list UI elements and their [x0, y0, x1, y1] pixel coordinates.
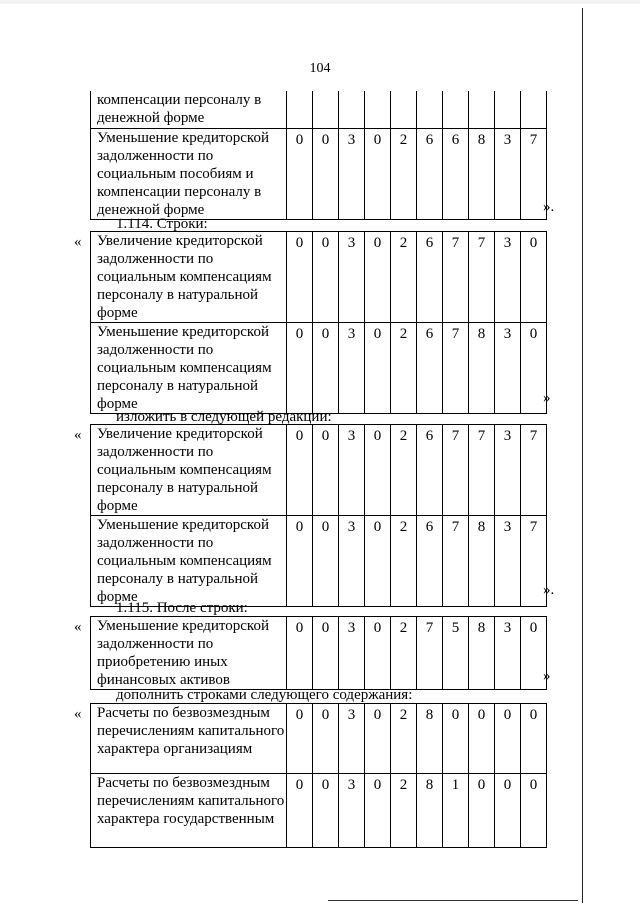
- table-row: [91, 774, 547, 848]
- code-cell: 5: [443, 617, 469, 690]
- table-new-rows: [90, 424, 547, 607]
- closing-quote-dot: ».: [543, 582, 555, 598]
- code-cell: 0: [495, 774, 521, 848]
- page-number: 104: [309, 61, 331, 76]
- code-cell: 0: [365, 617, 391, 690]
- code-cell: [391, 91, 417, 128]
- code-cell: [521, 91, 547, 128]
- scan-bottom-edge: [328, 900, 578, 901]
- code-cell: 3: [339, 323, 365, 414]
- code-cell: 7: [469, 425, 495, 516]
- code-cell: 7: [469, 232, 495, 323]
- code-cell: 0: [287, 617, 313, 690]
- code-cell: 6: [417, 128, 443, 219]
- row-label: компенсации персоналу в денежной форме: [91, 91, 287, 128]
- code-cell: 8: [469, 323, 495, 414]
- code-cell: 3: [495, 232, 521, 323]
- code-cell: 0: [313, 425, 339, 516]
- code-cell: 0: [521, 774, 547, 848]
- scan-top-edge: [0, 0, 640, 4]
- code-cell: 3: [339, 704, 365, 774]
- code-cell: 7: [443, 232, 469, 323]
- code-cell: [365, 91, 391, 128]
- code-cell: 6: [417, 425, 443, 516]
- code-cell: [287, 91, 313, 128]
- row-label: Уменьшение кредиторской задолженности по социальным компенсациям персоналу в натуральной форме: [91, 516, 287, 607]
- table-added-rows: [90, 703, 547, 848]
- code-cell: 2: [391, 617, 417, 690]
- code-cell: 0: [313, 516, 339, 607]
- row-label: Увеличение кредиторской задолженности по социальным компенсациям персоналу в натуральной форме: [91, 232, 287, 323]
- code-cell: 0: [287, 232, 313, 323]
- code-cell: 0: [313, 128, 339, 219]
- code-cell: 0: [287, 323, 313, 414]
- code-cell: 7: [521, 425, 547, 516]
- row-label: Уменьшение кредиторской задолженности по социальным компенсациям персоналу в натуральной форме: [91, 323, 287, 414]
- code-cell: 3: [495, 617, 521, 690]
- code-cell: [339, 91, 365, 128]
- table-row: [91, 617, 547, 690]
- code-cell: 2: [391, 232, 417, 323]
- code-cell: 0: [521, 232, 547, 323]
- table-row: [91, 516, 547, 607]
- code-cell: 0: [287, 128, 313, 219]
- row-label: Увеличение кредиторской задолженности по социальным компенсациям персоналу в натуральной форме: [91, 425, 287, 516]
- code-cell: 7: [417, 617, 443, 690]
- code-cell: 8: [469, 516, 495, 607]
- row-label: Уменьшение кредиторской задолженности по социальным пособиям и компенсации персоналу в денежной форме: [91, 128, 287, 219]
- code-cell: [443, 91, 469, 128]
- table-row: [91, 128, 547, 219]
- paragraph-1-115: 1.115. После строки:: [116, 600, 248, 616]
- code-cell: 6: [417, 323, 443, 414]
- code-cell: 7: [443, 516, 469, 607]
- closing-quote-dot: ».: [543, 199, 555, 215]
- code-cell: 0: [313, 323, 339, 414]
- code-cell: 0: [469, 704, 495, 774]
- code-cell: 7: [521, 128, 547, 219]
- row-label: Расчеты по безвозмездным перечислениям капитального характера организациям: [91, 704, 287, 774]
- code-cell: 0: [313, 774, 339, 848]
- scan-right-edge: [582, 8, 583, 903]
- code-cell: 3: [339, 128, 365, 219]
- code-cell: 0: [495, 704, 521, 774]
- code-cell: 8: [469, 617, 495, 690]
- paragraph-add: дополнить строками следующего содержания:: [116, 687, 413, 703]
- code-cell: 3: [495, 425, 521, 516]
- code-cell: 0: [469, 774, 495, 848]
- code-cell: [495, 91, 521, 128]
- code-cell: 0: [287, 774, 313, 848]
- code-cell: 8: [417, 774, 443, 848]
- code-cell: 0: [521, 323, 547, 414]
- table-row: [91, 91, 547, 128]
- code-cell: 7: [443, 323, 469, 414]
- code-cell: 0: [287, 704, 313, 774]
- table-old-rows: [90, 231, 547, 414]
- row-label: Уменьшение кредиторской задолженности по приобретению иных финансовых активов: [91, 617, 287, 690]
- opening-quote: «: [74, 427, 82, 443]
- code-cell: 3: [339, 516, 365, 607]
- opening-quote: «: [74, 706, 82, 722]
- code-cell: 0: [365, 425, 391, 516]
- code-cell: 7: [443, 425, 469, 516]
- paragraph-1-114: 1.114. Строки:: [116, 216, 208, 232]
- code-cell: 0: [365, 128, 391, 219]
- table-continued: [90, 91, 547, 220]
- code-cell: 6: [417, 232, 443, 323]
- code-cell: 2: [391, 516, 417, 607]
- code-cell: 0: [365, 323, 391, 414]
- code-cell: 2: [391, 704, 417, 774]
- closing-quote: »: [543, 668, 551, 684]
- code-cell: 0: [313, 617, 339, 690]
- code-cell: 0: [365, 516, 391, 607]
- code-cell: 3: [339, 774, 365, 848]
- table-row: [91, 323, 547, 414]
- code-cell: 2: [391, 425, 417, 516]
- closing-quote: »: [543, 390, 551, 406]
- table-row: [91, 704, 547, 774]
- code-cell: 6: [417, 516, 443, 607]
- code-cell: 3: [339, 617, 365, 690]
- row-label: Расчеты по безвозмездным перечислениям капитального характера государственным: [91, 774, 287, 848]
- code-cell: 0: [365, 774, 391, 848]
- opening-quote: «: [74, 619, 82, 635]
- code-cell: 8: [417, 704, 443, 774]
- code-cell: 0: [313, 704, 339, 774]
- code-cell: 0: [365, 704, 391, 774]
- code-cell: 3: [495, 323, 521, 414]
- code-cell: 7: [521, 516, 547, 607]
- code-cell: 6: [443, 128, 469, 219]
- code-cell: 0: [287, 425, 313, 516]
- opening-quote: «: [74, 234, 82, 250]
- code-cell: 0: [521, 617, 547, 690]
- code-cell: 0: [365, 232, 391, 323]
- code-cell: [417, 91, 443, 128]
- code-cell: 0: [313, 232, 339, 323]
- code-cell: 1: [443, 774, 469, 848]
- code-cell: 2: [391, 774, 417, 848]
- code-cell: 2: [391, 323, 417, 414]
- code-cell: 3: [495, 128, 521, 219]
- code-cell: 0: [287, 516, 313, 607]
- table-after-row: [90, 616, 547, 690]
- paragraph-edit: изложить в следующей редакции:: [116, 409, 332, 425]
- code-cell: 3: [339, 232, 365, 323]
- table-row: [91, 425, 547, 516]
- code-cell: 0: [443, 704, 469, 774]
- code-cell: 3: [495, 516, 521, 607]
- code-cell: 3: [339, 425, 365, 516]
- code-cell: [469, 91, 495, 128]
- code-cell: 0: [521, 704, 547, 774]
- table-row: [91, 232, 547, 323]
- code-cell: [313, 91, 339, 128]
- code-cell: 8: [469, 128, 495, 219]
- code-cell: 2: [391, 128, 417, 219]
